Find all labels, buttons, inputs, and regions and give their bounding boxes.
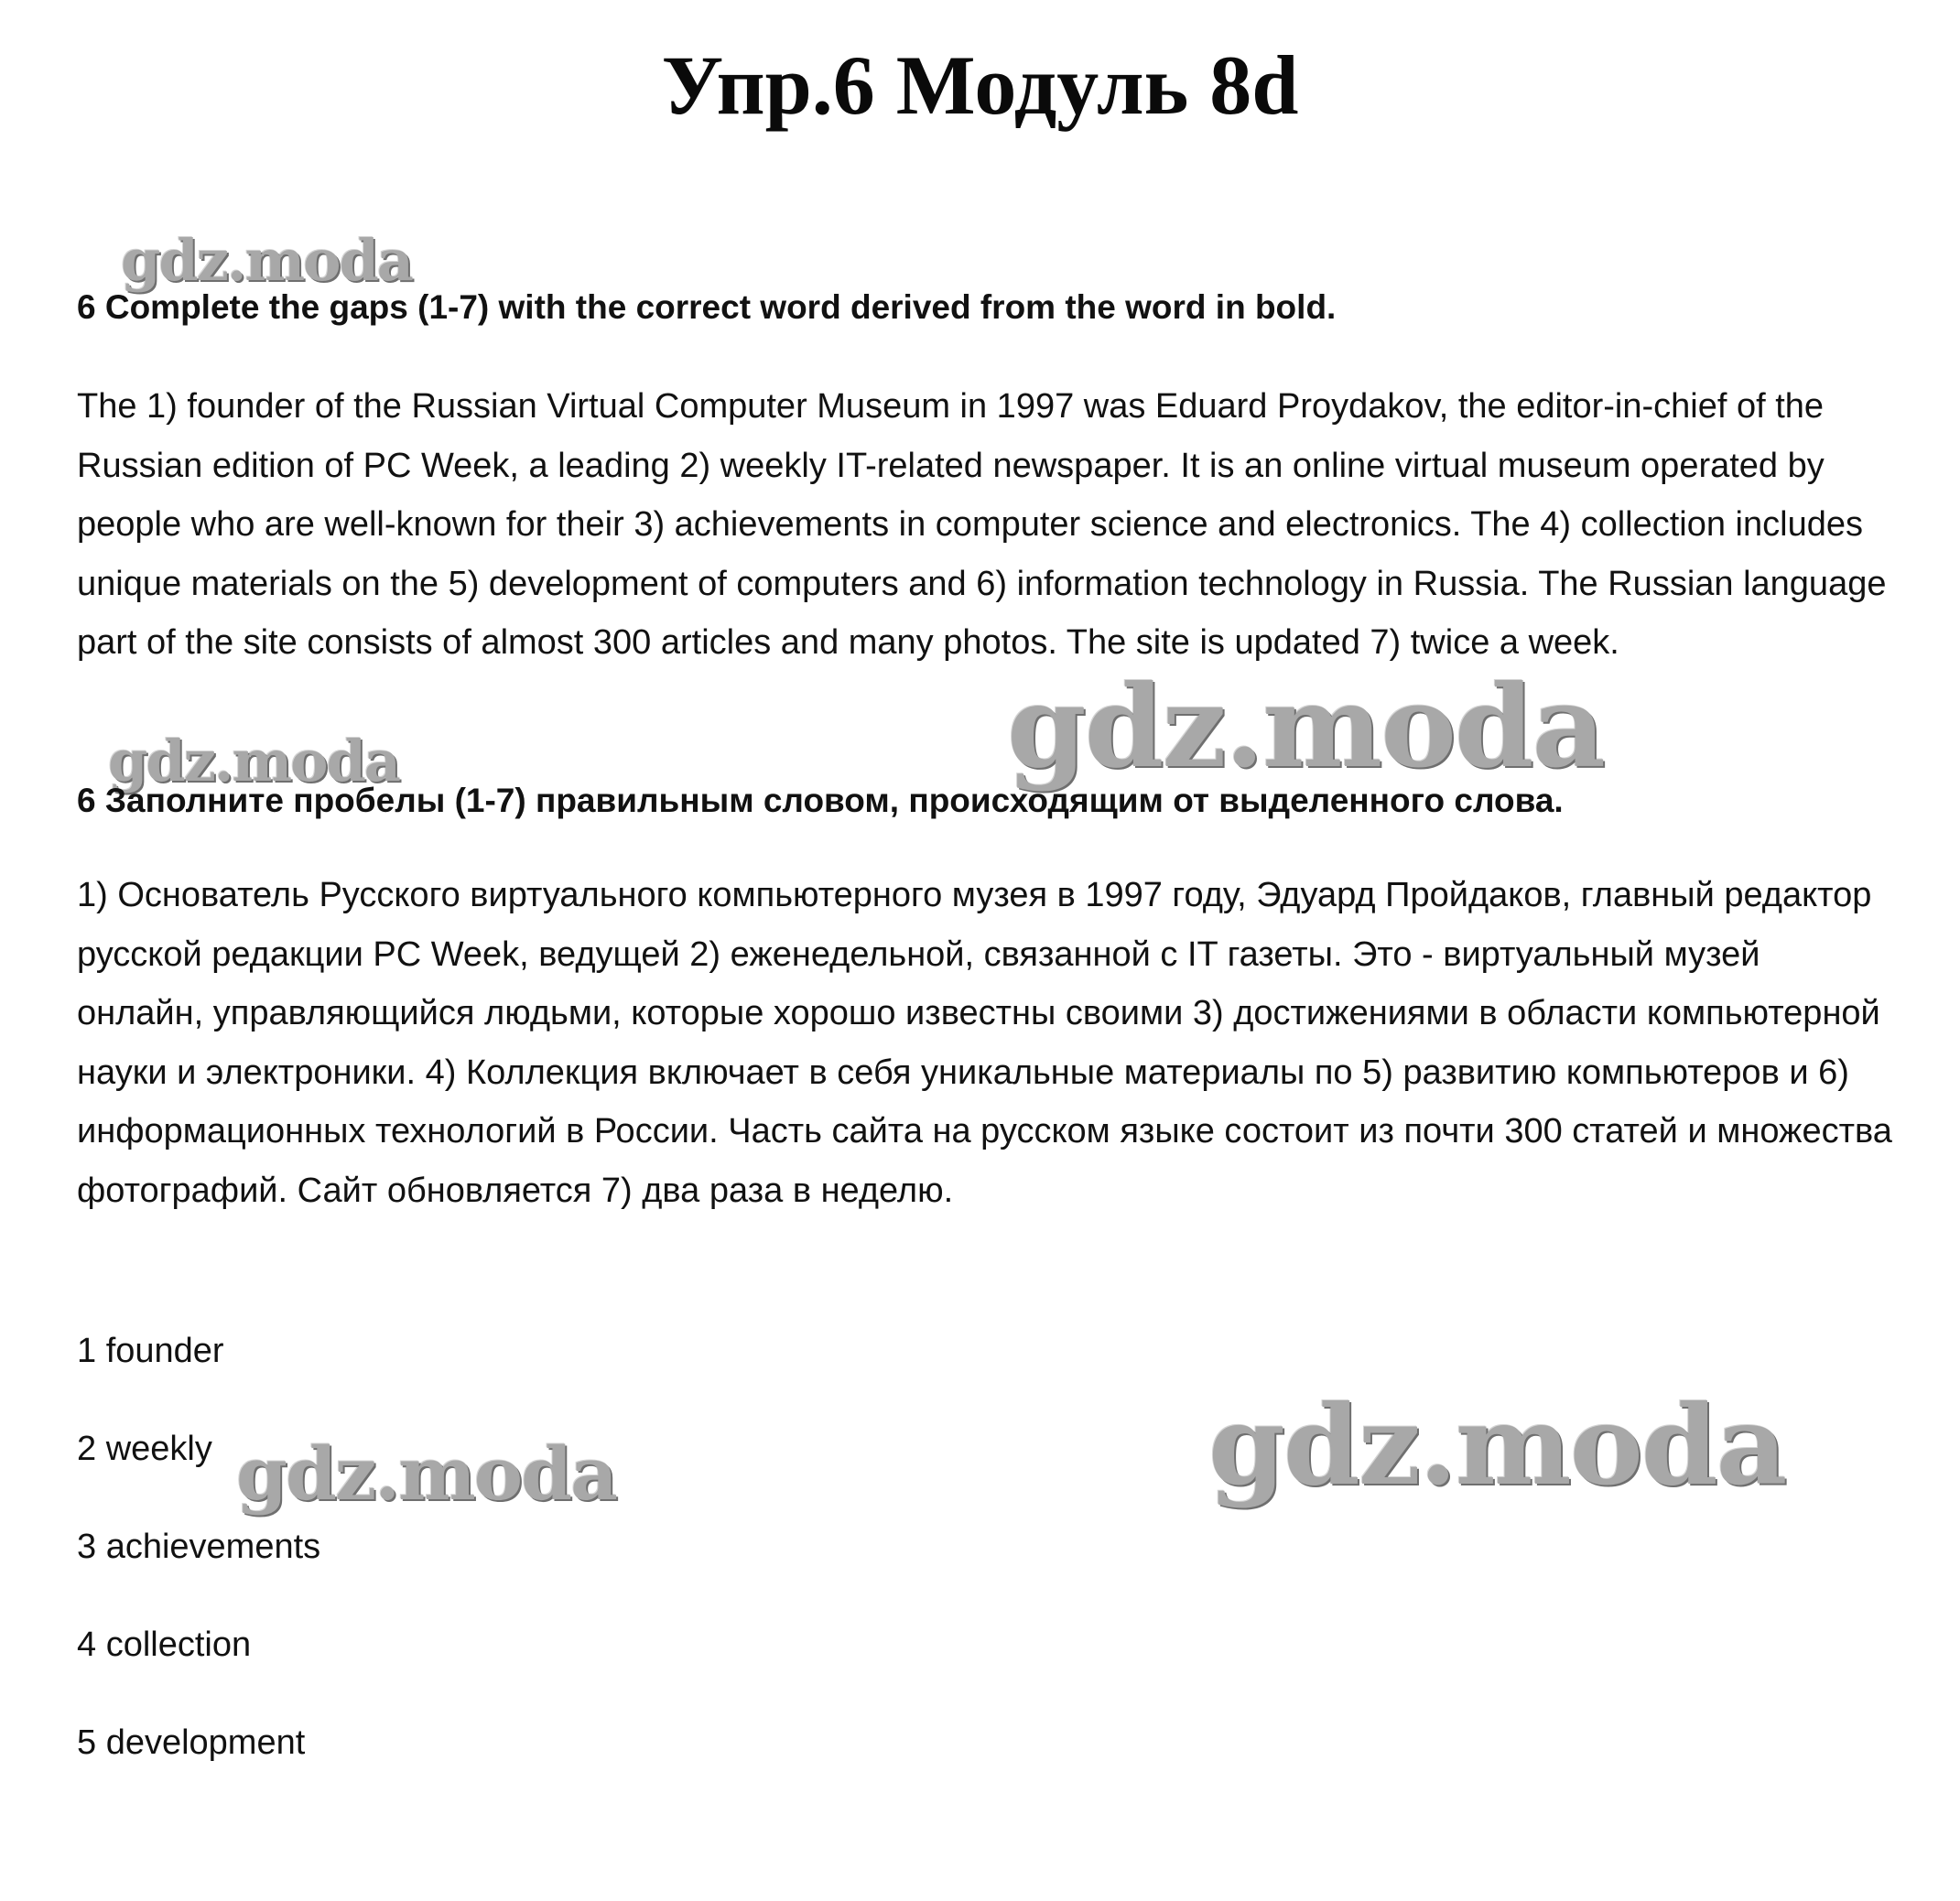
watermark-logo: gdz.moda [236,1431,616,1517]
task-text-russian: 1) Основатель Русского виртуального компьютерного музея в 1997 году, Эдуард Пройдаков, главный редактор русской редакции PC Week, ведущей 2) еженедельной, связанной с IT газеты. Это - виртуальный музей онлайн, управляющийся людьми, которые хорошо известны своими 3) достижениями в области компьютерной науки и электроники. 4) Коллекция включает в себя уникальные материалы по 5) развитию компьютеров и 6) информационных технологий в России. Часть сайта на русском языке состоит из почти 300 статей и множества фотографий. Сайт обновляется 7) два раза в неделю. [77,876,1892,1210]
answer-item: 2 weekly [77,1430,212,1468]
watermark-logo: gdz.moda [108,728,399,794]
answer-item: 1 founder [77,1332,224,1370]
answer-item: 4 collection [77,1626,252,1664]
watermark-logo: gdz.moda [121,227,412,294]
task-heading-english: 6 Complete the gaps (1-7) with the correct word derived from the word in bold. [77,288,1337,326]
answer-item: 3 achievements [77,1528,321,1566]
page-title: Упр.6 Модуль 8d [661,38,1299,132]
watermark-logo: gdz.moda [1007,661,1604,794]
watermark-logo: gdz.moda [1208,1381,1786,1510]
task-text-english: The 1) founder of the Russian Virtual Computer Museum in 1997 was Eduard Proydakov, the editor-in-chief of the Russian edition of PC Week, a leading 2) weekly IT-related newspaper. It is an online virtual museum operated by people who are well-known for their 3) achievements in computer science and electronics. The 4) collection includes unique materials on the 5) development of computers and 6) information technology in Russia. The Russian language part of the site consists of almost 300 articles and many photos. The site is updated 7) twice a week. [77,387,1887,662]
answer-item: 5 development [77,1723,306,1762]
task-heading-russian: 6 Заполните пробелы (1-7) правильным словом, происходящим от выделенного слова. [77,782,1564,819]
